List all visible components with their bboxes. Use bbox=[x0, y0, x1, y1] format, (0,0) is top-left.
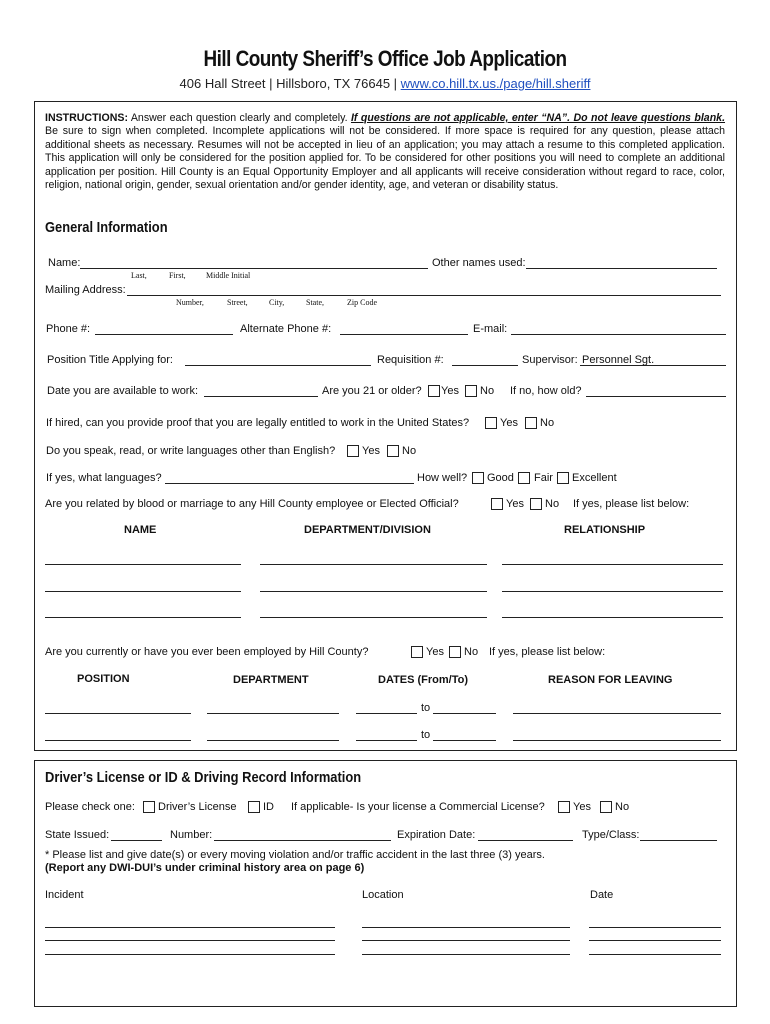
languages-yes-label: Yes bbox=[362, 445, 380, 457]
employed-if-yes: If yes, please list below: bbox=[489, 646, 606, 658]
commercial-yes-label: Yes bbox=[573, 801, 591, 813]
how-old-field[interactable] bbox=[586, 396, 726, 397]
license-number-label: Number: bbox=[170, 829, 213, 841]
drivers-license-label: Driver’s License bbox=[158, 801, 237, 813]
related-name-line[interactable] bbox=[45, 617, 241, 618]
other-names-field[interactable] bbox=[526, 268, 717, 269]
commercial-no-checkbox[interactable] bbox=[600, 801, 612, 813]
related-name-line[interactable] bbox=[45, 591, 241, 592]
what-languages-label: If yes, what languages? bbox=[46, 472, 162, 484]
employed-position-line[interactable] bbox=[45, 713, 191, 714]
instructions-label: INSTRUCTIONS: bbox=[45, 112, 128, 124]
age21-no-label: No bbox=[480, 385, 495, 397]
employed-to-line[interactable] bbox=[433, 740, 496, 741]
supervisor-label: Supervisor: bbox=[522, 354, 578, 366]
employed-to-line[interactable] bbox=[433, 713, 496, 714]
languages-no-checkbox[interactable] bbox=[387, 445, 399, 457]
instructions-paragraph bbox=[45, 112, 725, 192]
employed-yes-checkbox[interactable] bbox=[411, 646, 423, 658]
employed-dept-line[interactable] bbox=[207, 713, 339, 714]
commercial-no-label: No bbox=[615, 801, 630, 813]
alt-phone-label: Alternate Phone #: bbox=[240, 323, 332, 335]
employed-no-label: No bbox=[464, 646, 479, 658]
related-yes-label: Yes bbox=[506, 498, 524, 510]
related-dept-line[interactable] bbox=[260, 591, 487, 592]
related-rel-line[interactable] bbox=[502, 591, 723, 592]
name-sub-first: First, bbox=[169, 271, 186, 280]
age21-label: Are you 21 or older? bbox=[322, 385, 422, 397]
other-names-label: Other names used: bbox=[432, 257, 526, 269]
related-dept-line[interactable] bbox=[260, 564, 487, 565]
location-line[interactable] bbox=[362, 927, 570, 928]
check-one-label: Please check one: bbox=[45, 801, 135, 813]
name-sub-middle: Middle Initial bbox=[206, 271, 251, 280]
address-line bbox=[0, 76, 770, 91]
mailing-label: Mailing Address: bbox=[45, 284, 126, 296]
legal-no-label: No bbox=[540, 417, 555, 429]
legal-yes-checkbox[interactable] bbox=[485, 417, 497, 429]
instructions-text-1: Answer each question clearly and completely. bbox=[130, 112, 348, 124]
state-issued-label: State Issued: bbox=[45, 829, 110, 841]
related-header-department: DEPARTMENT/DIVISION bbox=[304, 524, 431, 536]
dwi-note: (Report any DWI-DUI’s under criminal history area on page 6) bbox=[45, 862, 365, 874]
available-label: Date you are available to work: bbox=[47, 385, 199, 397]
age21-yes-checkbox[interactable] bbox=[428, 385, 440, 397]
legal-yes-label: Yes bbox=[500, 417, 518, 429]
position-field[interactable] bbox=[185, 365, 371, 366]
employed-position-line[interactable] bbox=[45, 740, 191, 741]
how-old-label: If no, how old? bbox=[510, 385, 582, 397]
related-rel-line[interactable] bbox=[502, 564, 723, 565]
type-class-label: Type/Class: bbox=[582, 829, 640, 841]
phone-field[interactable] bbox=[95, 334, 233, 335]
drivers-license-checkbox[interactable] bbox=[143, 801, 155, 813]
employed-header-reason: REASON FOR LEAVING bbox=[548, 674, 673, 686]
fair-label: Fair bbox=[534, 472, 553, 484]
related-rel-line[interactable] bbox=[502, 617, 723, 618]
mailing-field[interactable] bbox=[127, 295, 721, 296]
available-field[interactable] bbox=[204, 396, 318, 397]
fair-checkbox[interactable] bbox=[518, 472, 530, 484]
employed-reason-line[interactable] bbox=[513, 740, 721, 741]
id-label: ID bbox=[263, 801, 274, 813]
name-label: Name: bbox=[48, 257, 81, 269]
what-languages-field[interactable] bbox=[165, 483, 414, 484]
excellent-checkbox[interactable] bbox=[557, 472, 569, 484]
employed-yes-label: Yes bbox=[426, 646, 444, 658]
employed-to-label: to bbox=[421, 702, 431, 714]
mailing-sub-state: State, bbox=[306, 298, 324, 307]
date-line[interactable] bbox=[589, 954, 721, 955]
languages-no-label: No bbox=[402, 445, 417, 457]
type-class-field[interactable] bbox=[640, 840, 717, 841]
general-heading: General Information bbox=[45, 219, 168, 236]
instructions-text-2: Be sure to sign when completed. Incomplete applications will not be considered. If more space is required for any question, please attach additional sheets as necessary. Resumes will not be accepted in lieu of an application; you may attach a resume to this completed application. This application will only be considered for the position applied for. To be considered for other positions you will need to complete an additional application per position. Hill County is an Equal Opportunity Employer and all applicants will receive consideration without regard to race, color, religion, national origin, gender, sexual orientation and/or gender identity, age, and veteran or disability status. bbox=[45, 125, 725, 192]
good-label: Good bbox=[487, 472, 514, 484]
employed-reason-line[interactable] bbox=[513, 713, 721, 714]
requisition-field[interactable] bbox=[452, 365, 518, 366]
employed-header-department: DEPARTMENT bbox=[233, 674, 309, 686]
age21-yes-label: Yes bbox=[441, 385, 459, 397]
expiration-field[interactable] bbox=[478, 840, 573, 841]
violations-note: * Please list and give date(s) or every moving violation and/or traffic accident in the last three (3) years. bbox=[45, 849, 545, 861]
location-line[interactable] bbox=[362, 954, 570, 955]
commercial-question: If applicable- Is your license a Commercial License? bbox=[291, 801, 545, 813]
position-label: Position Title Applying for: bbox=[47, 354, 173, 366]
mailing-sub-number: Number, bbox=[176, 298, 204, 307]
good-checkbox[interactable] bbox=[472, 472, 484, 484]
incident-line[interactable] bbox=[45, 954, 335, 955]
how-well-label: How well? bbox=[417, 472, 468, 484]
email-label: E-mail: bbox=[473, 323, 508, 335]
expiration-label: Expiration Date: bbox=[397, 829, 476, 841]
id-checkbox[interactable] bbox=[248, 801, 260, 813]
commercial-yes-checkbox[interactable] bbox=[558, 801, 570, 813]
related-yes-checkbox[interactable] bbox=[491, 498, 503, 510]
mailing-sub-zip: Zip Code bbox=[347, 298, 377, 307]
related-header-relationship: RELATIONSHIP bbox=[564, 524, 646, 536]
location-header: Location bbox=[362, 889, 404, 901]
license-number-field[interactable] bbox=[214, 840, 391, 841]
age21-no-checkbox[interactable] bbox=[465, 385, 477, 397]
related-name-line[interactable] bbox=[45, 564, 241, 565]
related-if-yes: If yes, please list below: bbox=[573, 498, 690, 510]
employed-no-checkbox[interactable] bbox=[449, 646, 461, 658]
requisition-label: Requisition #: bbox=[377, 354, 444, 366]
license-section-box bbox=[34, 760, 737, 1007]
languages-yes-checkbox[interactable] bbox=[347, 445, 359, 457]
location-line[interactable] bbox=[362, 940, 570, 941]
page-title: Hill County Sheriff’s Office Job Application bbox=[203, 46, 567, 71]
related-dept-line[interactable] bbox=[260, 617, 487, 618]
alt-phone-field[interactable] bbox=[340, 334, 468, 335]
employed-from-line[interactable] bbox=[356, 740, 417, 741]
supervisor-value: Personnel Sgt. bbox=[582, 354, 655, 366]
address-text: 406 Hall Street | Hillsboro, TX 76645 | bbox=[179, 76, 398, 91]
mailing-sub-street: Street, bbox=[227, 298, 248, 307]
languages-question: Do you speak, read, or write languages other than English? bbox=[46, 445, 336, 457]
date-line[interactable] bbox=[589, 927, 721, 928]
related-header-name: NAME bbox=[124, 524, 157, 536]
related-question: Are you related by blood or marriage to any Hill County employee or Elected Official? bbox=[45, 498, 459, 510]
instructions-emphasis: If questions are not applicable, enter “NA”. Do not leave questions blank. bbox=[350, 112, 726, 124]
excellent-label: Excellent bbox=[572, 472, 617, 484]
state-issued-field[interactable] bbox=[111, 840, 162, 841]
email-field[interactable] bbox=[511, 334, 726, 335]
related-no-checkbox[interactable] bbox=[530, 498, 542, 510]
employed-header-position: POSITION bbox=[77, 673, 130, 685]
related-no-label: No bbox=[545, 498, 560, 510]
employed-dept-line[interactable] bbox=[207, 740, 339, 741]
incident-header: Incident bbox=[45, 889, 84, 901]
employed-to-label: to bbox=[421, 729, 431, 741]
license-heading: Driver’s License or ID & Driving Record Information bbox=[45, 769, 362, 786]
website-link[interactable]: www.co.hill.tx.us./page/hill.sheriff bbox=[400, 76, 591, 91]
phone-label: Phone #: bbox=[46, 323, 91, 335]
legal-question: If hired, can you provide proof that you are legally entitled to work in the United States? bbox=[46, 417, 470, 429]
incident-line[interactable] bbox=[45, 927, 335, 928]
name-field[interactable] bbox=[80, 268, 428, 269]
date-line[interactable] bbox=[589, 940, 721, 941]
date-header: Date bbox=[590, 889, 614, 901]
mailing-sub-city: City, bbox=[269, 298, 285, 307]
employed-header-dates: DATES (From/To) bbox=[378, 674, 469, 686]
incident-line[interactable] bbox=[45, 940, 335, 941]
name-sub-last: Last, bbox=[131, 271, 147, 280]
employed-question: Are you currently or have you ever been employed by Hill County? bbox=[45, 646, 369, 658]
legal-no-checkbox[interactable] bbox=[525, 417, 537, 429]
employed-from-line[interactable] bbox=[356, 713, 417, 714]
